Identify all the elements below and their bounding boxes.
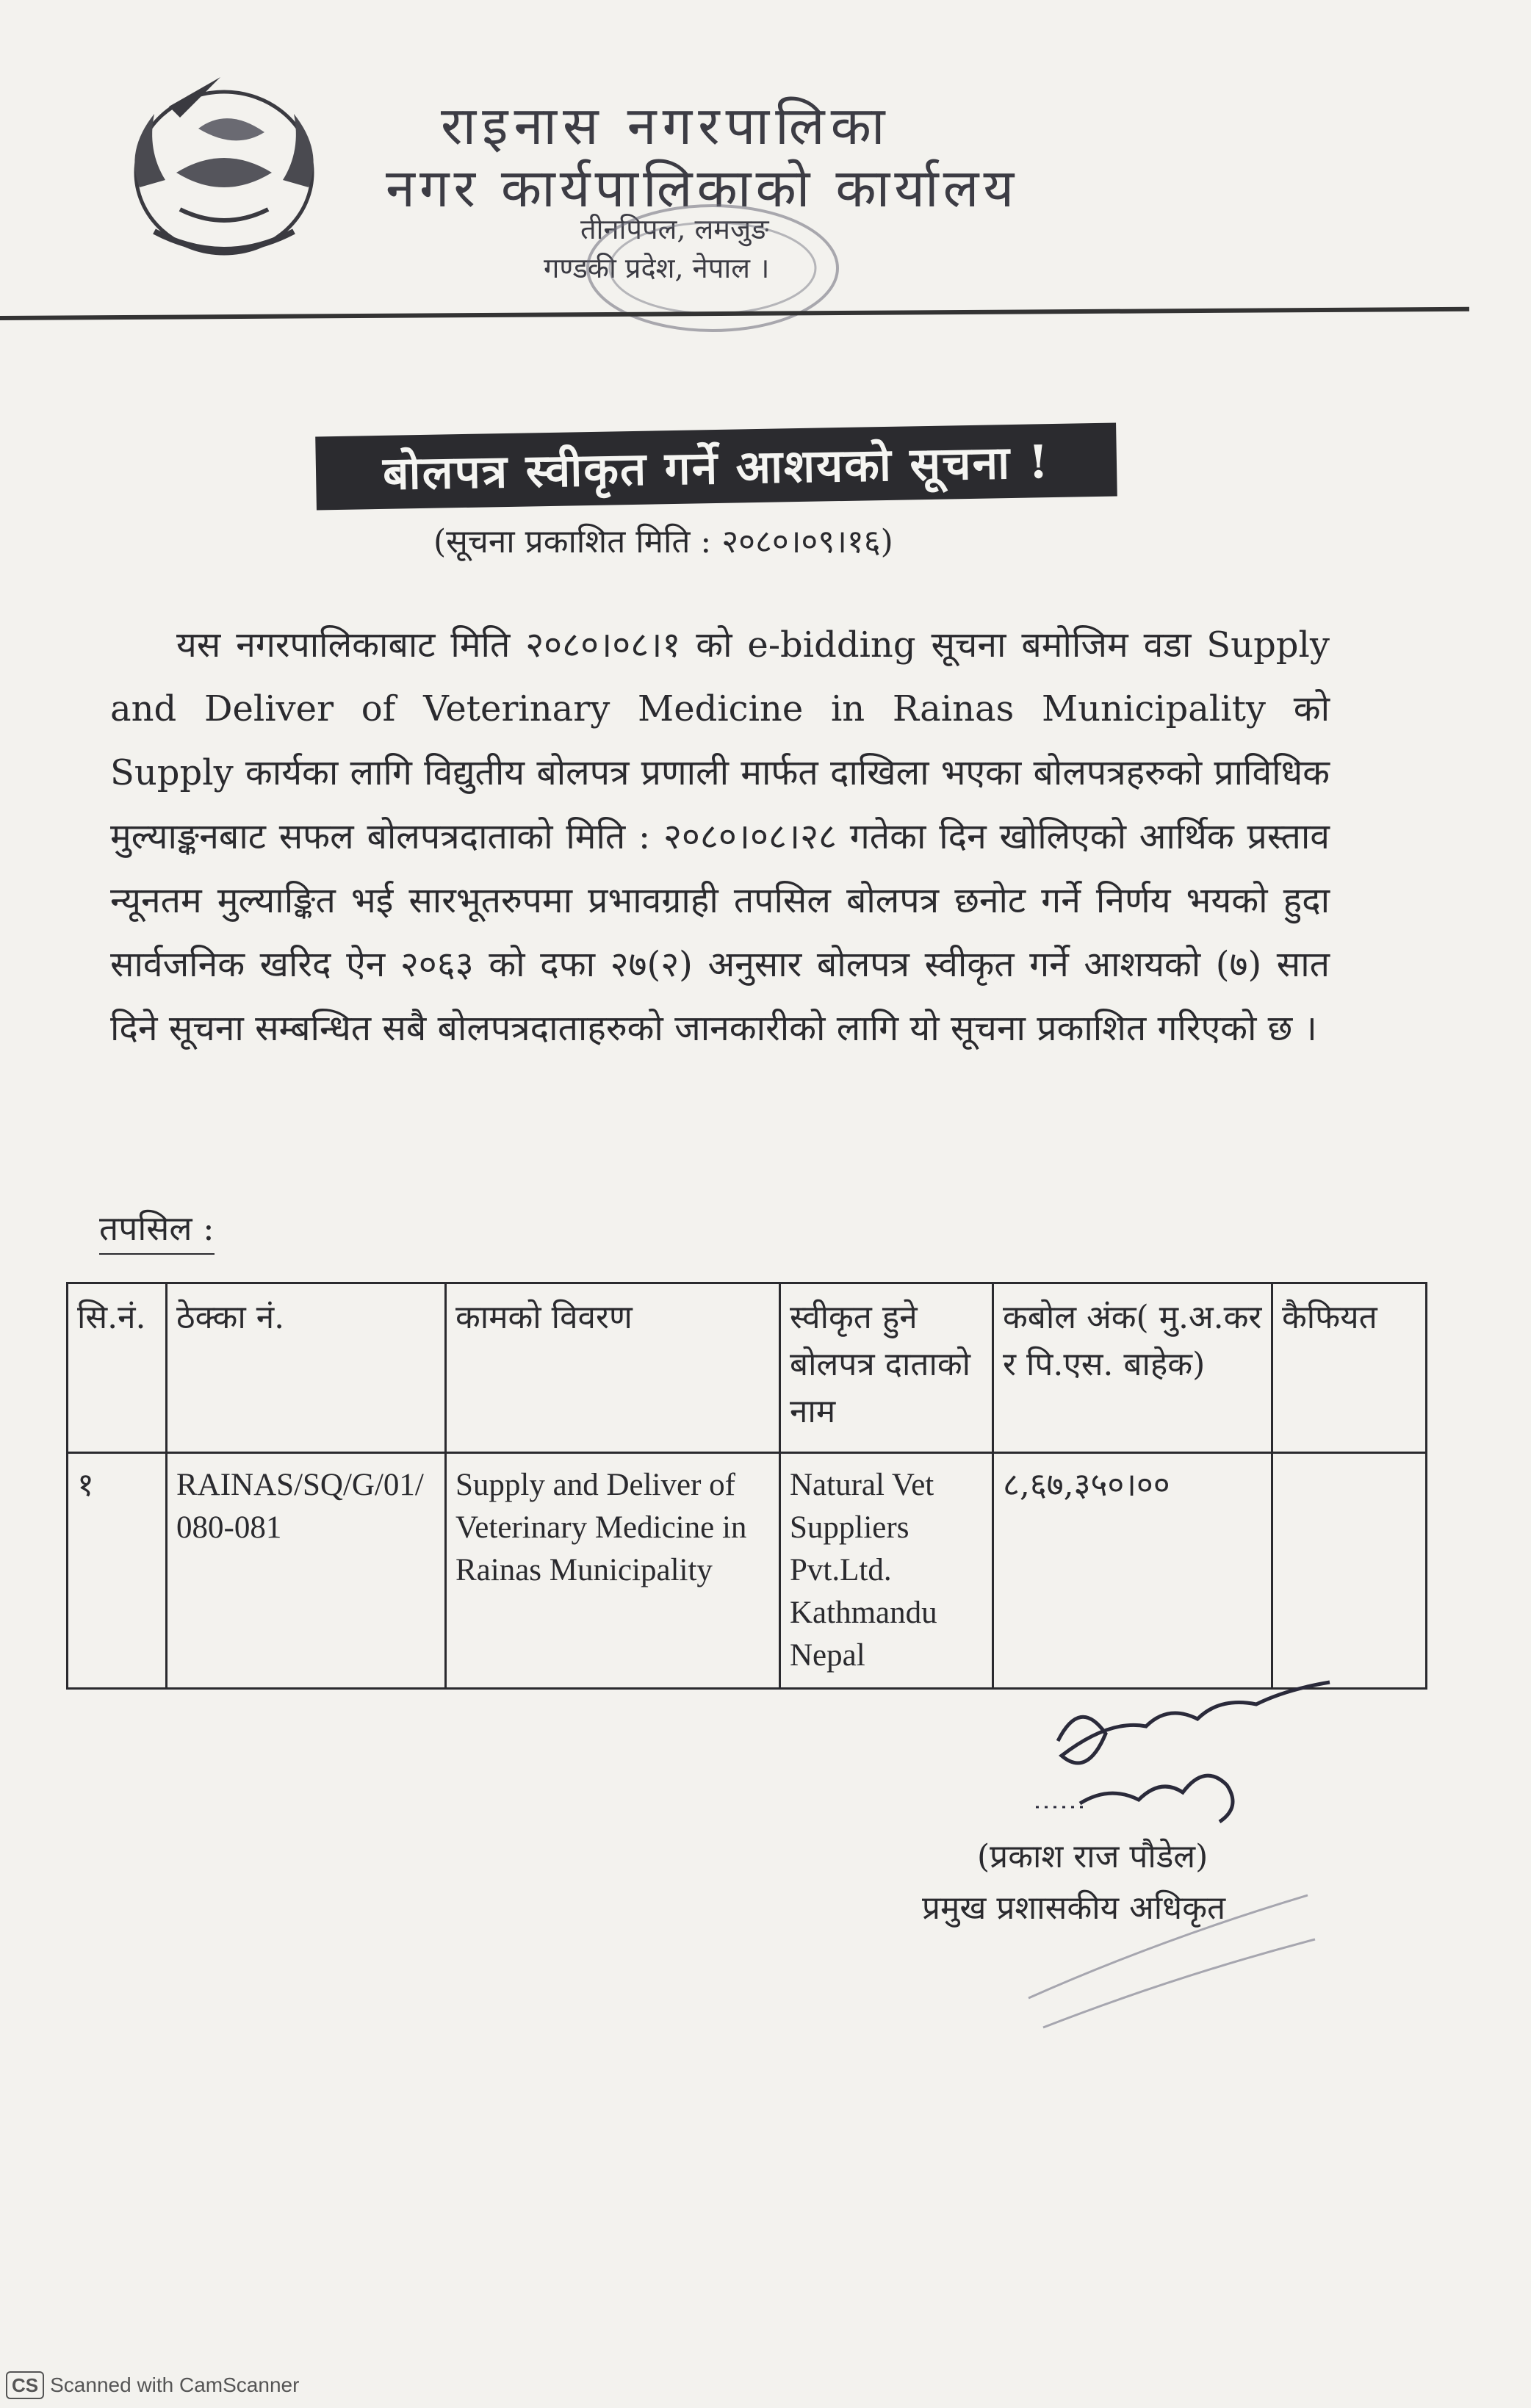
handwritten-signature-icon <box>977 1675 1359 1851</box>
table-row <box>68 1453 1427 1689</box>
cell-serial: १ <box>68 1453 167 1689</box>
cell-remarks <box>1272 1453 1427 1689</box>
signature-stamp-icon <box>1014 1851 1322 2035</box>
signatory-title: प्रमुख प्रशासकीय अधिकृत <box>922 1889 1226 1927</box>
header-remarks: कैफियत <box>1272 1283 1427 1453</box>
header-bidder: स्वीकृत हुने बोलपत्र दाताको नाम <box>780 1283 993 1453</box>
header-amount: कबोल अंक( मु.अ.कर र पि.एस. बाहेक) <box>993 1283 1272 1453</box>
nepal-emblem-icon <box>110 62 338 275</box>
notice-title: बोलपत्र स्वीकृत गर्ने आशयको सूचना ! <box>315 422 1117 510</box>
publication-date: (सूचना प्रकाशित मिति : २०८०।०९।१६) <box>433 523 893 560</box>
header-description: कामको विवरण <box>446 1283 780 1453</box>
details-label: तपसिल : <box>99 1205 215 1255</box>
scanner-watermark <box>6 2371 299 2399</box>
cell-contract-no: RAINAS/SQ/G/01/080-081 <box>167 1453 446 1689</box>
cell-amount: ८,६७,३५०।०० <box>993 1453 1272 1689</box>
bid-details-table <box>66 1282 1427 1690</box>
notice-body: यस नगरपालिकाबाट मिति २०८०।०८।१ को e-bidding सूचना बमोजिम वडा Supply and Deliver of Veterinary Medicine in Rainas Municipality को Supply कार्यका लागि विद्युतीय बोलपत्र प्रणाली मार्फत दाखिला भएका बोलपत्रहरुको प्राविधिक मुल्याङ्कनबाट सफल बोलपत्रदाताको मिति : २०८०।०८।२८ गतेका दिन खोलिएको आर्थिक प्रस्ताव न्यूनतम मुल्याङ्कित भई सारभूतरुपमा प्रभावग्राही तपसिल बोलपत्र छनोट गर्ने निर्णय भयको हुदा सार्वजनिक खरिद ऐन २०६३ को दफा २७(२) अनुसार बोलपत्र स्वीकृत गर्ने आशयको (७) सात दिने सूचना सम्बन्धित सबै बोलपत्रदाताहरुको जानकारीको लागि यो सूचना प्रकाशित गरिएको छ । <box>110 624 1330 1049</box>
camscanner-logo-icon: CS <box>6 2371 44 2399</box>
scanner-text: Scanned with CamScanner <box>50 2373 300 2396</box>
office-stamp-icon <box>558 191 867 345</box>
signatory-name: (प्रकाश राज पौडेल) <box>977 1838 1208 1875</box>
office-address: तीनपिपल, लमजुङ <box>580 213 769 245</box>
office-province: गण्डकी प्रदेश, नेपाल । <box>544 252 770 284</box>
cell-description: Supply and Deliver of Veterinary Medicine in Rainas Municipality <box>446 1453 780 1689</box>
office-subtitle: नगर कार्यपालिकाको कार्यालय <box>386 157 1019 219</box>
office-name: राइनास नगरपालिका <box>441 95 891 156</box>
cell-bidder: Natural Vet Suppliers Pvt.Ltd. Kathmandu Nepal <box>780 1453 993 1689</box>
header-serial: सि.नं. <box>68 1283 167 1453</box>
table-header-row <box>68 1283 1427 1453</box>
header-contract-no: ठेक्का नं. <box>167 1283 446 1453</box>
